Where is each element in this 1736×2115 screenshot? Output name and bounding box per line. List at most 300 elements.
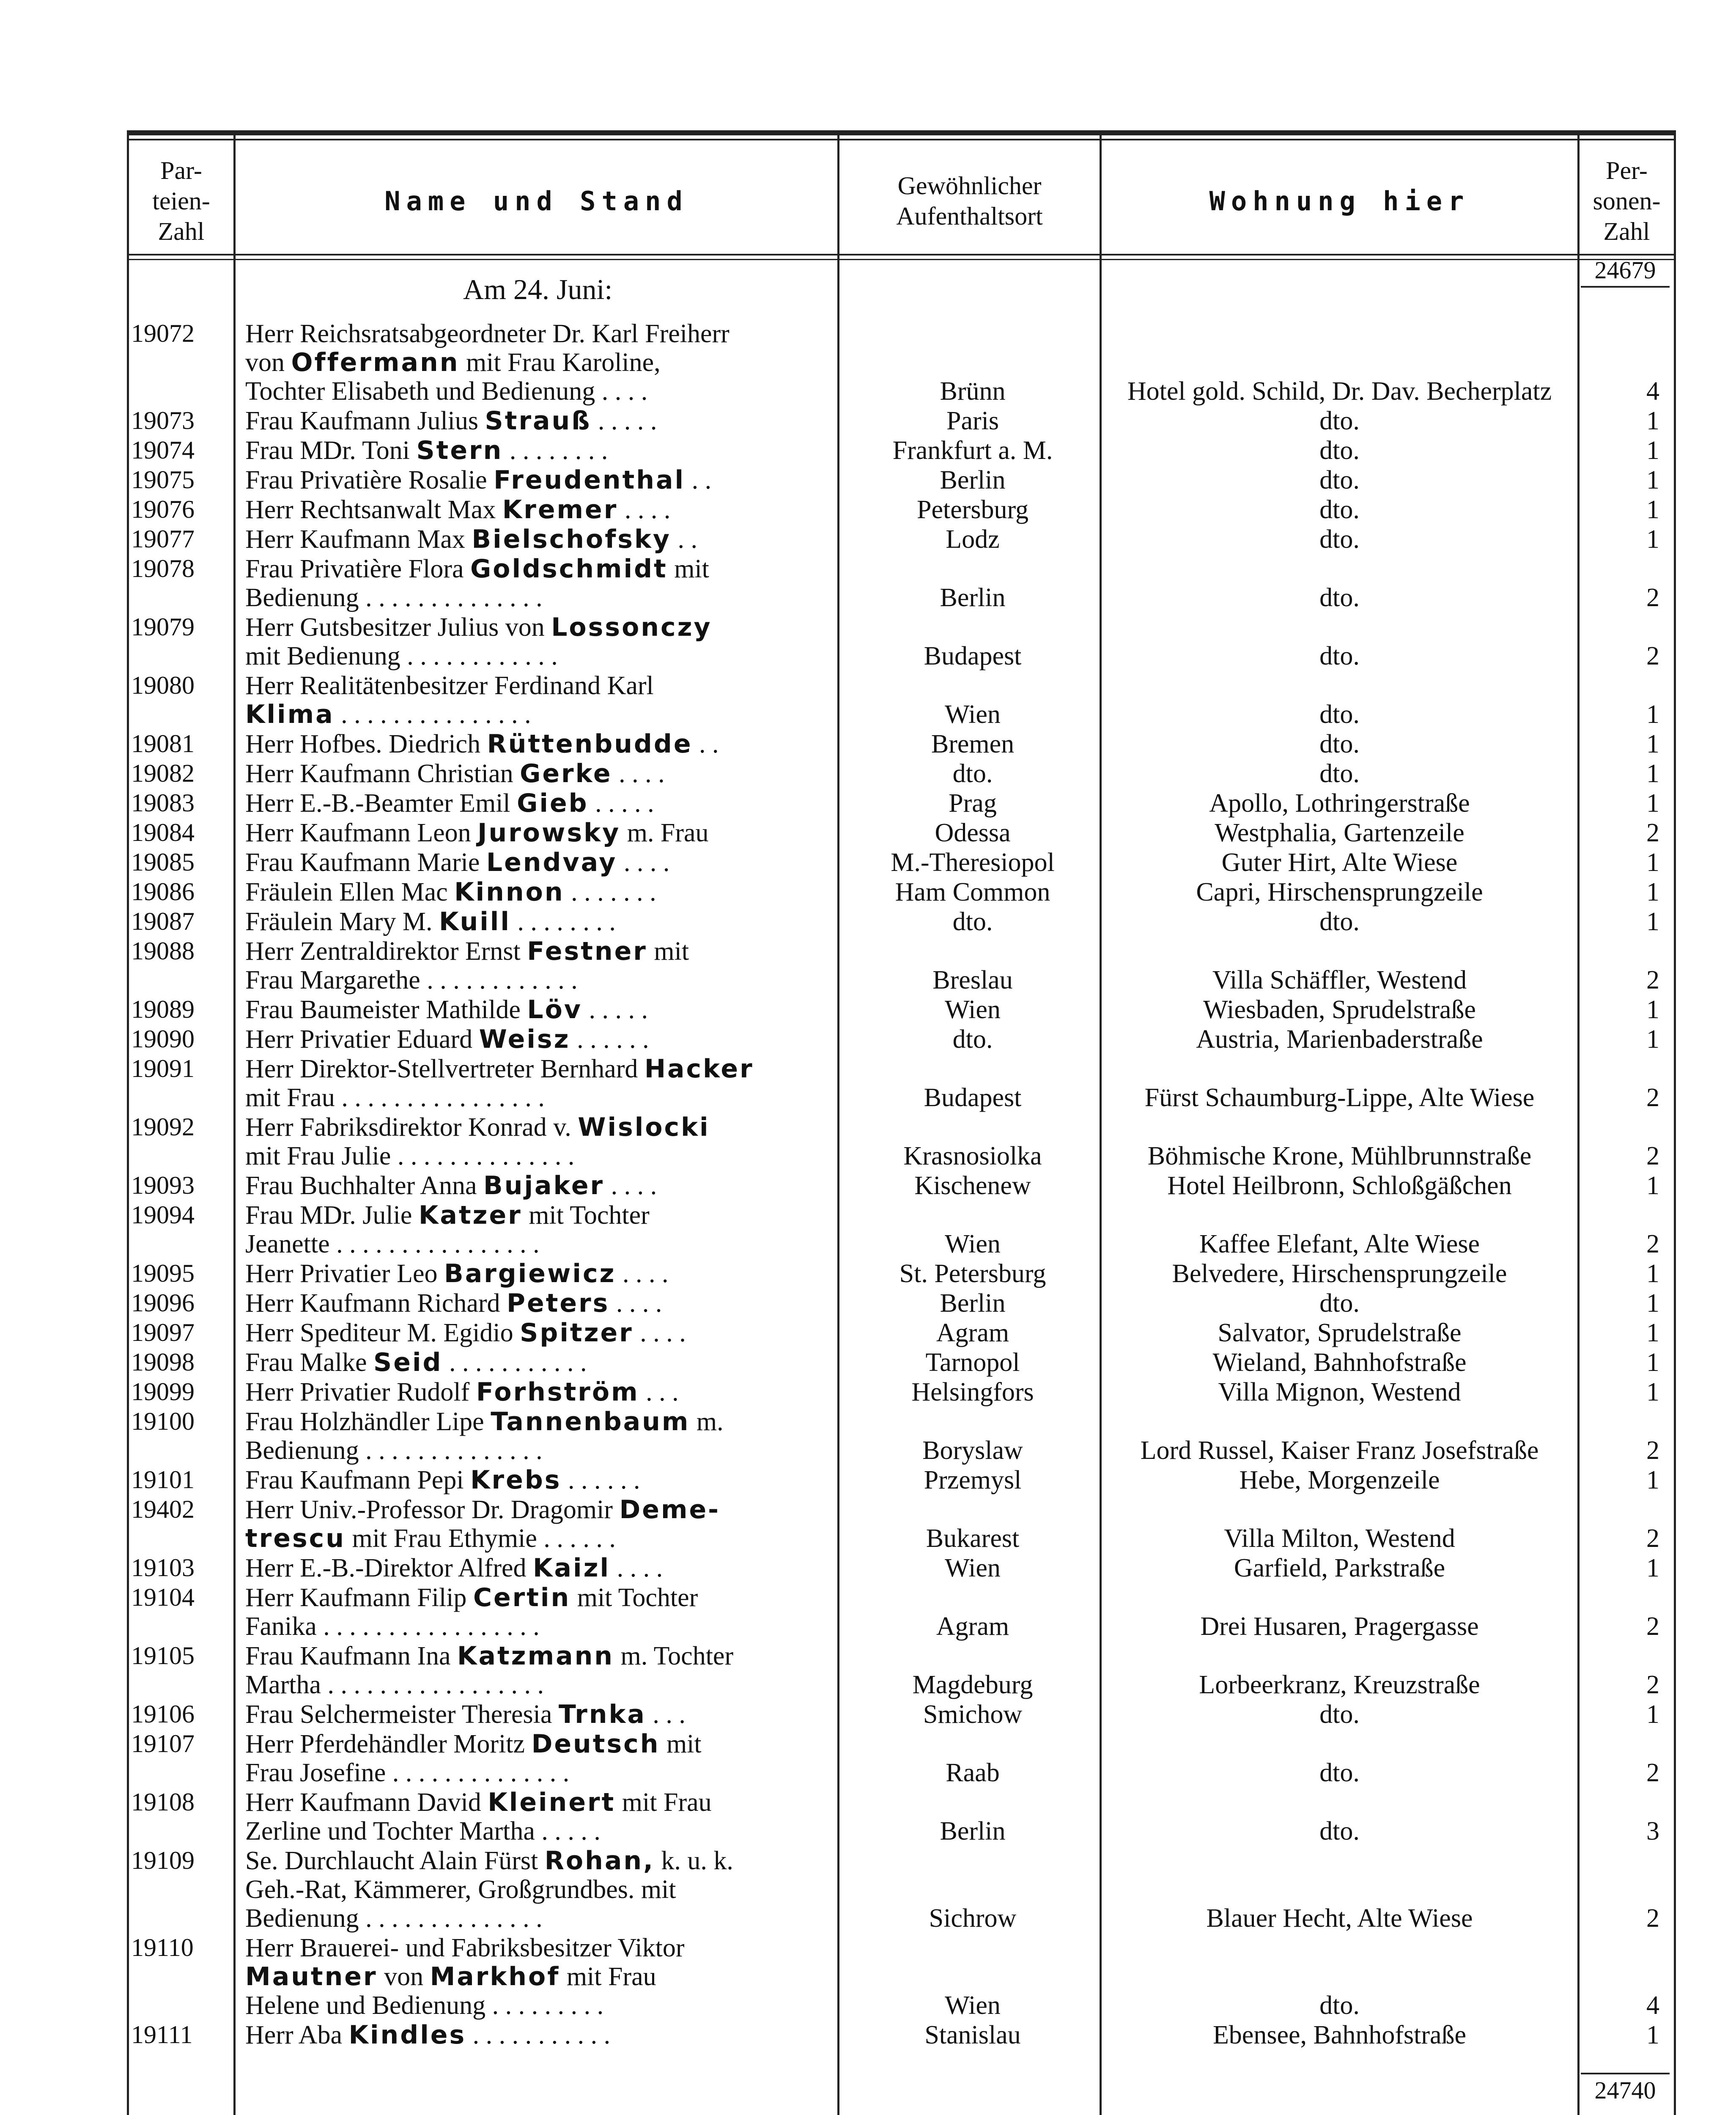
entry-line [245,1436,829,1465]
lodging-here: dto. [1319,759,1360,788]
party-number: 19074 [131,436,195,464]
person-count: 1 [1646,700,1659,729]
entry-text: Herr E.-B.-Direktor Alfred [245,1554,533,1582]
name-and-status [245,1730,829,1787]
entry-text: mit [660,1730,702,1758]
lodging-here: dto. [1319,407,1360,435]
usual-residence: Berlin [940,583,1006,612]
entry-text: Herr Kaufmann Leon [245,819,478,847]
usual-residence: Bremen [931,730,1015,758]
surname: Lossonczy [551,613,712,642]
surname: trescu [245,1524,346,1553]
entry-line [245,1466,829,1494]
name-and-status [245,1055,829,1112]
lodging-here: Salvator, Sprudelstraße [1218,1318,1462,1347]
person-count: 1 [1646,2021,1659,2049]
party-number: 19097 [131,1318,195,1346]
entry-line [245,348,829,377]
register-row [0,1466,1736,1494]
person-count: 1 [1646,789,1659,818]
name-and-status [245,1318,829,1347]
register-row [0,1113,1736,1170]
register-row [0,789,1736,818]
lodging-here: Villa Schäffler, Westend [1212,966,1467,994]
entry-text: Herr Kaufmann David [245,1788,488,1817]
entry-line [245,1171,829,1200]
entry-line [245,759,829,788]
party-number: 19099 [131,1378,195,1406]
usual-residence: Przemysl [924,1466,1022,1494]
party-number: 19103 [131,1554,195,1582]
entry-text: von [377,1962,430,1991]
entry-text: . . . . . . . . [503,436,608,465]
party-number: 19083 [131,789,195,817]
person-count: 1 [1646,995,1659,1024]
entry-text: mit Frau Julie . . . . . . . . . . . . . . [245,1142,575,1170]
name-and-status [245,495,829,524]
name-and-status [245,436,829,465]
entry-text: . . . . . . . . . . . [442,1348,587,1377]
party-number: 19110 [131,1934,194,1961]
entry-text: . . [685,466,712,494]
surname: Strauß [485,407,592,435]
register-row [0,671,1736,729]
entry-line [245,613,829,642]
lodging-here: Capri, Hirschensprungzeile [1196,878,1483,906]
entry-line [245,2021,829,2049]
entry-text: mit Frau [560,1962,656,1991]
entry-text: mit Tochter [570,1583,698,1612]
usual-residence: Breslau [932,966,1013,994]
name-and-status [245,1700,829,1729]
entry-line [245,1495,829,1524]
entry-text: Bedienung . . . . . . . . . . . . . . [245,583,543,612]
surname: Stern [416,436,503,465]
person-count: 1 [1646,495,1659,524]
register-row [0,1554,1736,1582]
entry-text: Herr Kaufmann Filip [245,1583,473,1612]
entry-text: . . . . [609,1289,662,1318]
register-row [0,848,1736,877]
entry-text: . . . . [610,1554,663,1582]
entry-text: Bedienung . . . . . . . . . . . . . . [245,1904,543,1933]
person-count: 2 [1646,1758,1659,1787]
register-row [0,436,1736,465]
party-number: 19080 [131,671,195,699]
usual-residence: Lodz [946,525,1000,554]
party-number: 19077 [131,525,195,553]
header-name-and-status: Name und Stand [384,185,688,217]
surname: Rohan, [544,1846,655,1875]
usual-residence: dto. [952,907,993,936]
entry-line [245,907,829,936]
entry-text: . . . . . . . . . . . . . . . [334,700,531,729]
entry-text: Geh.-Rat, Kämmerer, Großgrundbes. mit [245,1875,676,1904]
entry-line [245,1700,829,1729]
entry-line [245,1817,829,1846]
entry-text: Herr Brauerei- und Fabriksbesitzer Viktor [245,1934,685,1962]
lodging-here: Hebe, Morgenzeile [1239,1466,1440,1494]
name-and-status [245,1934,829,2020]
entry-line [245,1846,829,1875]
surname: Hacker [644,1055,754,1083]
entry-line [245,1524,829,1553]
person-count: 1 [1646,1318,1659,1347]
usual-residence: St. Petersburg [899,1259,1046,1288]
name-and-status [245,937,829,994]
person-count: 1 [1646,1025,1659,1054]
lodging-here: dto. [1319,1700,1360,1729]
lodging-here: Ebensee, Bahnhofstraße [1212,2021,1467,2049]
register-row [0,995,1736,1024]
entry-text: . . . . . [588,789,654,818]
lodging-here: dto. [1319,642,1360,670]
name-and-status [245,1348,829,1377]
name-and-status [245,671,829,729]
party-number: 19087 [131,907,195,935]
entry-line [245,436,829,465]
person-count: 2 [1646,642,1659,670]
party-number: 19076 [131,495,195,523]
usual-residence: Berlin [940,466,1006,494]
usual-residence: Berlin [940,1289,1006,1318]
surname: Deutsch [531,1730,660,1758]
entry-line [245,377,829,406]
register-row [0,1846,1736,1933]
person-count: 3 [1646,1817,1659,1846]
party-number: 19098 [131,1348,195,1376]
person-count: 1 [1646,1171,1659,1200]
name-and-status [245,1642,829,1699]
top-rule-thin [127,139,1675,140]
party-number: 19109 [131,1846,195,1874]
lodging-here: Blauer Hecht, Alte Wiese [1206,1904,1473,1933]
register-row [0,1407,1736,1465]
name-and-status [245,525,829,554]
lodging-here: Fürst Schaumburg-Lippe, Alte Wiese [1144,1083,1535,1112]
usual-residence: Wien [945,995,1001,1024]
lodging-here: Austria, Marienbaderstraße [1196,1025,1483,1054]
register-row [0,2021,1736,2049]
entry-line [245,848,829,877]
party-number: 19108 [131,1788,195,1816]
usual-residence: Kischenew [914,1171,1031,1200]
party-number: 19089 [131,995,195,1023]
entry-text: Frau Kaufmann Ina [245,1642,457,1670]
party-number: 19107 [131,1730,195,1758]
entry-line [245,1259,829,1288]
entry-text: Herr Hofbes. Diedrich [245,730,487,758]
entry-text: . . . . . . [561,1466,640,1494]
register-row [0,1289,1736,1318]
final-total: 24740 [1581,2073,1670,2104]
entry-line [245,671,829,700]
party-number: 19090 [131,1025,195,1053]
entry-line [245,1201,829,1230]
person-count: 1 [1646,759,1659,788]
usual-residence: Agram [936,1612,1009,1641]
entry-text: Frau Kaufmann Marie [245,848,486,877]
surname: Kremer [502,495,618,524]
usual-residence: Tarnopol [925,1348,1020,1377]
entry-text: Herr Fabriksdirektor Konrad v. [245,1113,578,1142]
surname: Bujaker [483,1171,605,1200]
usual-residence: Wien [945,1230,1001,1258]
lodging-here: Wieland, Bahnhofstraße [1212,1348,1467,1377]
register-row [0,525,1736,554]
entry-line [245,583,829,612]
name-and-status [245,848,829,877]
party-number: 19088 [131,937,195,965]
name-and-status [245,1846,829,1933]
entry-text: m. [690,1407,724,1436]
surname: Trnka [558,1700,646,1729]
entry-text: Frau Kaufmann Pepi [245,1466,471,1494]
person-count: 1 [1646,525,1659,554]
name-and-status [245,1466,829,1494]
entry-text: Herr Gutsbesitzer Julius von [245,613,551,642]
register-row [0,1201,1736,1258]
surname: Kinnon [454,878,565,906]
person-count: 2 [1646,1524,1659,1553]
surname: Festner [527,937,647,966]
name-and-status [245,995,829,1024]
entry-text: Jeanette . . . . . . . . . . . . . . . . [245,1230,540,1258]
entry-line [245,878,829,906]
surname: Krebs [470,1466,562,1494]
lodging-here: dto. [1319,907,1360,936]
register-row [0,1934,1736,2020]
register-row [0,1348,1736,1377]
register-row [0,1171,1736,1200]
surname: Kindles [348,2021,466,2049]
entry-text: Martha . . . . . . . . . . . . . . . . . [245,1670,544,1699]
register-row [0,759,1736,788]
register-row [0,1642,1736,1699]
entry-line [245,466,829,494]
entry-text: Herr Aba [245,2021,349,2049]
entry-line [245,1230,829,1258]
entry-line [245,789,829,818]
entry-text: . . . . [616,1259,669,1288]
entry-line [245,1554,829,1582]
entry-line [245,1025,829,1054]
header-lodging-here: Wohnung hier [1209,185,1470,217]
register-row [0,1730,1736,1787]
person-count: 2 [1646,583,1659,612]
lodging-here: Belvedere, Hirschensprungzeile [1172,1259,1507,1288]
entry-text: m. Tochter [614,1642,734,1670]
entry-line [245,1788,829,1817]
lodging-here: dto. [1319,1758,1360,1787]
entry-line [245,1730,829,1758]
entry-text: . . . . [604,1171,657,1200]
surname: Kleinert [488,1788,616,1817]
register-row [0,1025,1736,1054]
register-row [0,1055,1736,1112]
person-count: 1 [1646,1289,1659,1318]
name-and-status [245,555,829,612]
surname: Löv [527,995,582,1024]
name-and-status [245,1259,829,1288]
register-row [0,937,1736,994]
lodging-here: dto. [1319,1817,1360,1846]
lodging-here: dto. [1319,1289,1360,1318]
register-row [0,495,1736,524]
party-number: 19093 [131,1171,195,1199]
surname: Rüttenbudde [487,730,693,758]
entry-line [245,525,829,554]
usual-residence: Prag [949,789,997,818]
register-row [0,319,1736,406]
party-number: 19091 [131,1055,195,1082]
party-number: 19105 [131,1642,195,1670]
name-and-status [245,466,829,494]
entry-text: Frau Josefine . . . . . . . . . . . . . . [245,1758,570,1787]
party-number: 19086 [131,878,195,906]
name-and-status [245,1201,829,1258]
surname: Deme- [619,1495,721,1524]
entry-line [245,1642,829,1670]
lodging-here: dto. [1319,466,1360,494]
lodging-here: Drei Husaren, Pragergasse [1200,1612,1479,1641]
register-row [0,1318,1736,1347]
usual-residence: Wien [945,1991,1001,2020]
header-person-count: Per- sonen- Zahl [1593,157,1661,245]
register-row [0,1700,1736,1729]
lodging-here: dto. [1319,1991,1360,2020]
person-count: 1 [1646,1554,1659,1582]
person-count: 1 [1646,730,1659,758]
entry-text: . . [692,730,719,758]
surname: Weisz [479,1025,570,1054]
register-row [0,613,1736,670]
entry-line [245,995,829,1024]
surname: Goldschmidt [470,555,668,583]
person-count: 1 [1646,1348,1659,1377]
lodging-here: Kaffee Elefant, Alte Wiese [1199,1230,1480,1258]
lodging-here: dto. [1319,700,1360,729]
register-row [0,878,1736,906]
usual-residence: Sichrow [929,1904,1017,1933]
register-row [0,907,1736,936]
usual-residence: Krasnosiolka [903,1142,1042,1170]
lodging-here: dto. [1319,495,1360,524]
lodging-here: Lord Russel, Kaiser Franz Josefstraße [1140,1436,1539,1465]
entry-text: . . . . [618,495,671,524]
usual-residence: Odessa [935,819,1011,847]
person-count: 1 [1646,407,1659,435]
name-and-status [245,1583,829,1641]
usual-residence: Stanislau [924,2021,1021,2049]
name-and-status [245,1495,829,1553]
person-count: 2 [1646,1436,1659,1465]
entry-text: . . . [639,1378,679,1406]
entry-text: Frau Margarethe . . . . . . . . . . . . [245,966,578,994]
name-and-status [245,1378,829,1406]
register-row [0,1378,1736,1406]
entry-text: mit Tochter [522,1201,650,1230]
entry-text: mit [667,555,709,583]
entry-line [245,1055,829,1083]
name-and-status [245,907,829,936]
entry-text: Zerline und Tochter Martha . . . . . [245,1817,601,1846]
person-count: 2 [1646,1230,1659,1258]
party-number: 19104 [131,1583,195,1611]
entry-line [245,1991,829,2020]
surname: Kaizl [533,1554,611,1582]
register-row [0,730,1736,758]
entry-text: . . . . . . . . [510,907,616,936]
entry-line [245,555,829,583]
entry-text: Herr Zentraldirektor Ernst [245,937,527,966]
entry-text: Frau Kaufmann Julius [245,407,485,435]
top-rule-thick [127,130,1675,135]
surname: Gerke [520,759,612,788]
person-count: 1 [1646,907,1659,936]
usual-residence: Bukarest [926,1524,1020,1553]
entry-text: Herr Spediteur M. Egidio [245,1318,520,1347]
entry-text: . . . . [633,1318,686,1347]
name-and-status [245,1788,829,1846]
surname: Bielschofsky [472,525,672,554]
entry-text: . . [671,525,698,554]
surname: Mautner [245,1962,378,1991]
entry-text: Herr Kaufmann Christian [245,759,520,788]
entry-text: . . . . . [591,407,657,435]
entry-text: mit Frau . . . . . . . . . . . . . . . . [245,1083,545,1112]
surname: Forhström [476,1378,639,1406]
entry-text: mit Frau [615,1788,712,1817]
party-number: 19075 [131,466,195,494]
entry-line [245,937,829,966]
usual-residence: Paris [946,407,999,435]
surname: Markhof [430,1962,560,1991]
entry-text: Herr Direktor-Stellvertreter Bernhard [245,1055,644,1083]
usual-residence: Magdeburg [912,1670,1033,1699]
entry-text: Tochter Elisabeth und Bedienung . . . . [245,377,648,406]
entry-line [245,1289,829,1318]
party-number: 19106 [131,1700,195,1728]
entry-text: Herr Rechtsanwalt Max [245,495,502,524]
register-row [0,1583,1736,1641]
person-count: 2 [1646,966,1659,994]
party-number: 19073 [131,407,195,434]
lodging-here: Hotel Heilbronn, Schloßgäßchen [1167,1171,1512,1200]
entry-text: Frau Privatière Flora [245,555,471,583]
entry-text: Se. Durchlaucht Alain Fürst [245,1846,545,1875]
lodging-here: dto. [1319,525,1360,554]
person-count: 2 [1646,1612,1659,1641]
entry-text: . . . . [617,848,670,877]
person-count: 1 [1646,878,1659,906]
header-usual-residence: Gewöhnlicher Aufenthaltsort [896,172,1043,230]
entry-line [245,1904,829,1933]
person-count: 4 [1646,377,1659,406]
entry-text: Herr Pferdehändler Moritz [245,1730,532,1758]
person-count: 1 [1646,436,1659,465]
entry-text: . . . . [612,759,665,788]
register-row [0,1259,1736,1288]
entry-line [245,1318,829,1347]
date-heading: Am 24. Juni: [463,273,613,305]
party-number: 19078 [131,555,195,582]
entry-line [245,1875,829,1904]
surname: Jurowsky [477,819,621,847]
entry-text: Herr Privatier Eduard [245,1025,479,1054]
entry-text: Frau Baumeister Mathilde [245,995,527,1024]
name-and-status [245,1289,829,1318]
